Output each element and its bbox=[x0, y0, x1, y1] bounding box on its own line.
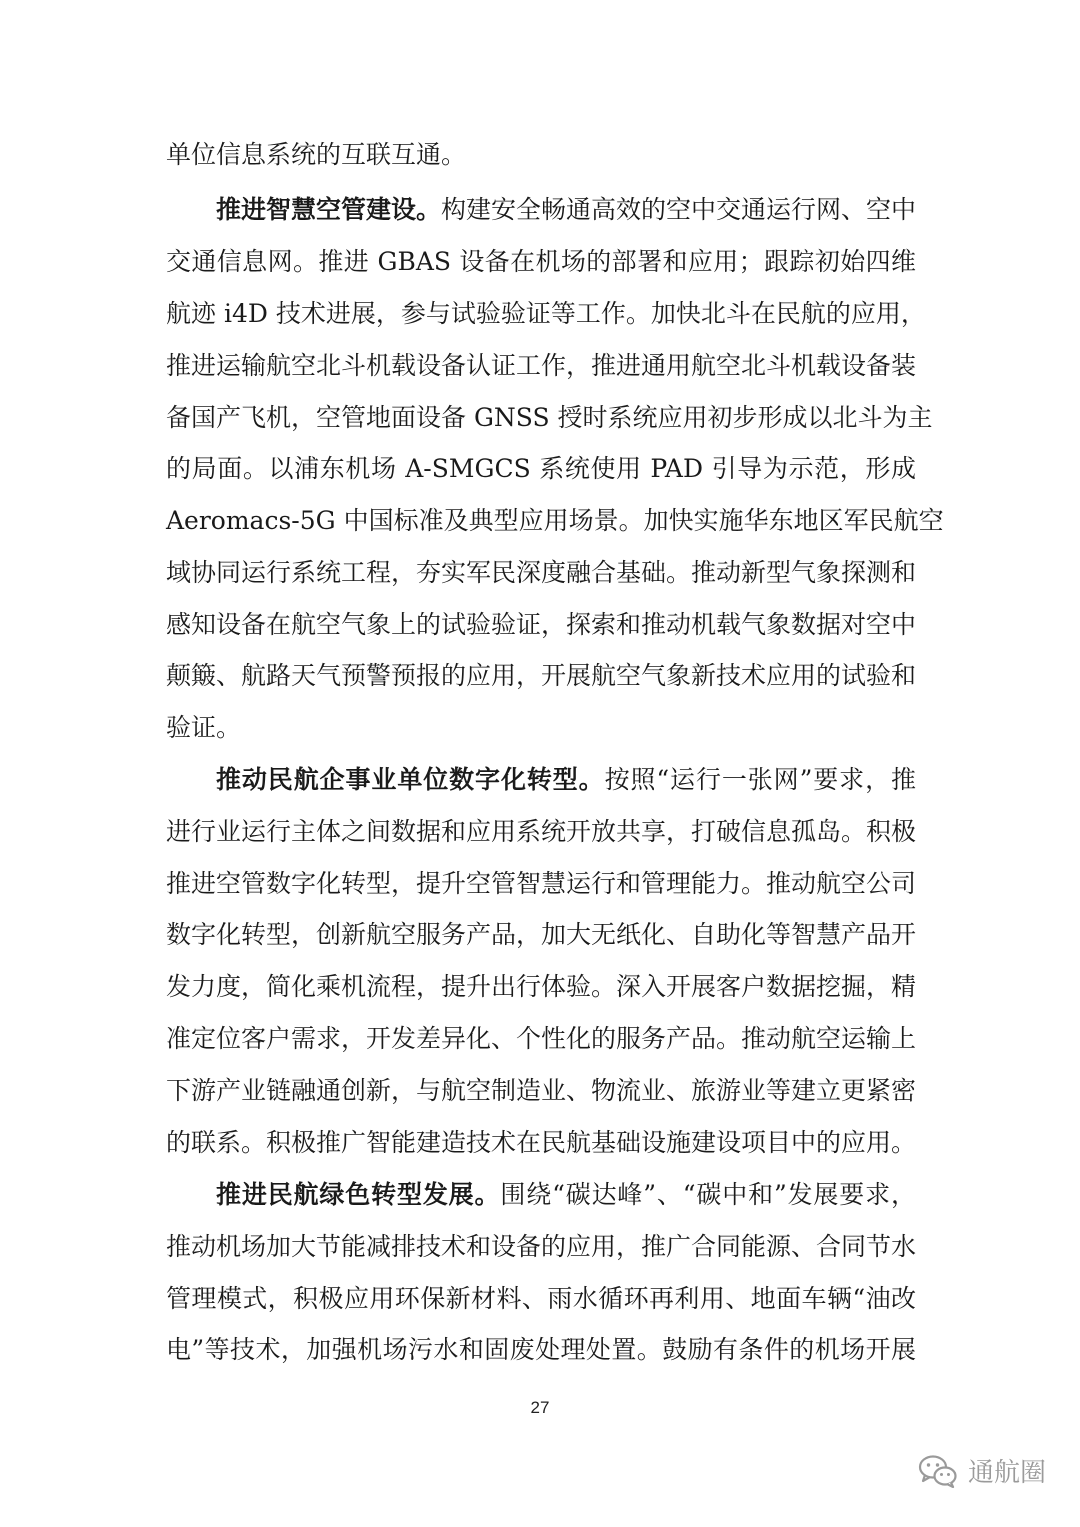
line-text: 验证。 bbox=[166, 713, 242, 742]
text-line bbox=[166, 395, 933, 441]
text-line bbox=[166, 912, 916, 958]
text-line bbox=[166, 1120, 916, 1166]
line-text: 围绕“碳达峰”、“碳中和”发展要求， bbox=[500, 1180, 916, 1209]
line-text: 推进运输航空北斗机载设备认证工作，推进通用航空北斗机载设备装 bbox=[166, 351, 917, 380]
text-line bbox=[166, 1068, 916, 1114]
text-line bbox=[166, 809, 916, 855]
line-text: 准定位客户需求，开发差异化、个性化的服务产品。推动航空运输上 bbox=[166, 1024, 917, 1053]
watermark-text: 通航圈 bbox=[967, 1458, 1046, 1488]
line-text: 备国产飞机，空管地面设备 GNSS 授时系统应用初步形成以北斗为主 bbox=[166, 403, 933, 432]
line-text: 推进空管数字化转型，提升空管智慧运行和管理能力。推动航空公司 bbox=[166, 869, 917, 898]
line-text: 数字化转型，创新航空服务产品，加大无纸化、自助化等智慧产品开 bbox=[166, 920, 917, 949]
paragraph-heading-line bbox=[216, 1172, 916, 1218]
paragraph-heading-line bbox=[216, 757, 916, 803]
page-number: 27 bbox=[530, 1398, 550, 1417]
line-text: 域协同运行系统工程，夯实军民深度融合基础。推动新型气象探测和 bbox=[166, 558, 917, 587]
line-text: 管理模式，积极应用环保新材料、雨水循环再利用、地面车辆“油改 bbox=[166, 1284, 916, 1313]
text-line bbox=[166, 446, 916, 492]
text-line bbox=[166, 132, 916, 178]
paragraph-heading-line bbox=[216, 187, 916, 233]
text-line bbox=[166, 550, 916, 596]
text-line bbox=[166, 602, 916, 648]
line-text: 按照“运行一张网”要求，推 bbox=[604, 765, 916, 794]
watermark bbox=[918, 1452, 1046, 1489]
paragraph-heading: 推进智慧空管建设。 bbox=[216, 195, 442, 224]
line-text: 电”等技术，加强机场污水和固废处理处置。鼓励有条件的机场开展 bbox=[166, 1335, 916, 1364]
line-text: 进行业运行主体之间数据和应用系统开放共享，打破信息孤岛。积极 bbox=[166, 817, 917, 846]
line-text: 构建安全畅通高效的空中交通运行网、空中 bbox=[441, 195, 917, 224]
paragraph-heading: 推动民航企事业单位数字化转型。 bbox=[216, 765, 605, 794]
text-line bbox=[166, 1276, 916, 1322]
line-text: 下游产业链融通创新，与航空制造业、物流业、旅游业等建立更紧密 bbox=[166, 1076, 917, 1105]
text-line bbox=[166, 964, 916, 1010]
text-line bbox=[166, 498, 944, 544]
text-line bbox=[166, 1016, 916, 1062]
text-line bbox=[166, 705, 916, 751]
line-text: Aeromacs-5G 中国标准及典型应用场景。加快实施华东地区军民航空 bbox=[166, 506, 944, 535]
text-line bbox=[166, 239, 916, 285]
text-line bbox=[166, 653, 916, 699]
text-line bbox=[166, 1327, 916, 1373]
line-text: 颠簸、航路天气预警预报的应用，开展航空气象新技术应用的试验和 bbox=[166, 661, 917, 690]
line-text: 的联系。积极推广智能建造技术在民航基础设施建设项目中的应用。 bbox=[166, 1128, 917, 1157]
line-text: 单位信息系统的互联互通。 bbox=[166, 140, 467, 169]
line-text: 发力度，简化乘机流程，提升出行体验。深入开展客户数据挖掘，精 bbox=[166, 972, 917, 1001]
line-text: 交通信息网。推进 GBAS 设备在机场的部署和应用；跟踪初始四维 bbox=[166, 247, 916, 276]
line-text: 的局面。以浦东机场 A-SMGCS 系统使用 PAD 引导为示范，形成 bbox=[166, 454, 916, 483]
text-line bbox=[166, 291, 926, 337]
text-line bbox=[166, 861, 916, 907]
line-text: 推动机场加大节能减排技术和设备的应用，推广合同能源、合同节水 bbox=[166, 1232, 917, 1261]
paragraph-heading: 推进民航绿色转型发展。 bbox=[216, 1180, 501, 1209]
wechat-icon bbox=[918, 1454, 958, 1488]
line-text: 感知设备在航空气象上的试验验证，探索和推动机载气象数据对空中 bbox=[166, 610, 917, 639]
text-line bbox=[166, 1224, 916, 1270]
text-line bbox=[166, 343, 916, 389]
line-text: 航迹 i4D 技术进展，参与试验验证等工作。加快北斗在民航的应用， bbox=[166, 299, 926, 328]
